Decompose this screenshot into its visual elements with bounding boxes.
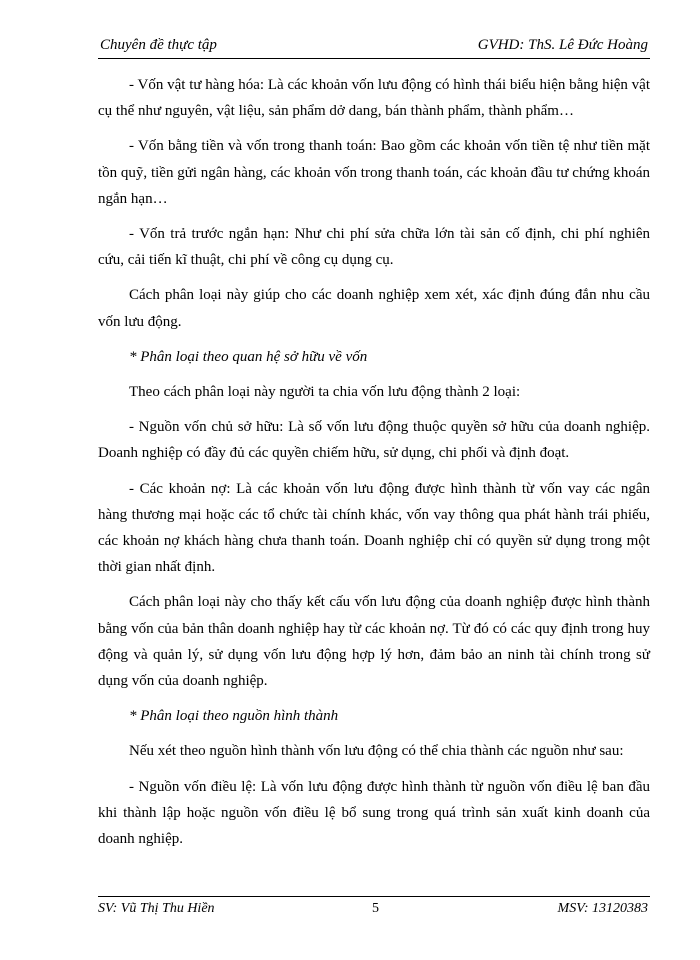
paragraph-ownership-summary: Cách phân loại này cho thấy kết cấu vốn lưu động của doanh nghiệp được hình thành bằng vốn của bản thân doanh nghiệp hay từ các khoản nợ. Từ đó có các quy định trong huy động và quản lý, sử dụng vốn lưu động hợp lý hơn, đảm bảo an ninh tài chính trong sử dụng vốn của doanh nghiệp. <box>98 594 650 690</box>
paragraph-charter-capital: - Nguồn vốn điều lệ: Là vốn lưu động được hình thành từ nguồn vốn điều lệ ban đầu khi thành lập hoặc nguồn vốn điều lệ bổ sung trong quá trình sản xuất kinh doanh của doanh nghiệp. <box>98 778 650 848</box>
heading-source-classification: * Phân loại theo nguồn hình thành <box>129 708 339 725</box>
footer-student-name: SV: Vũ Thị Thu Hiền <box>98 901 215 916</box>
header-supervisor: GVHD: ThS. Lê Đức Hoàng <box>477 37 648 53</box>
paragraph-working-capital-goods: - Vốn vật tư hàng hóa: Là các khoản vốn lưu động có hình thái biểu hiện bằng hiện vật cụ thể như nguyên, vật liệu, sản phẩm dở dang, bán thành phẩm, thành phẩm… <box>98 77 650 120</box>
page-number: 5 <box>372 901 379 916</box>
page-footer <box>98 896 650 919</box>
heading-ownership-classification: * Phân loại theo quan hệ sở hữu về vốn <box>129 348 368 365</box>
paragraph-source-intro: Nếu xét theo nguồn hình thành vốn lưu động có thể chia thành các nguồn như sau: <box>129 743 624 760</box>
paragraph-ownership-intro: Theo cách phân loại này người ta chia vốn lưu động thành 2 loại: <box>129 384 521 401</box>
footer-student-id: MSV: 13120383 <box>557 901 648 916</box>
paragraph-classification-summary: Cách phân loại này giúp cho các doanh nghiệp xem xét, xác định đúng đắn nhu cầu vốn lưu động. <box>98 287 650 330</box>
paragraph-liabilities: - Các khoản nợ: Là các khoản vốn lưu động được hình thành từ vốn vay các ngân hàng thương mại hoặc các tổ chức tài chính khác, vốn vay thông qua phát hành trái phiếu, các khoản nợ khách hàng chưa thanh toán. Doanh nghiệp chỉ có quyền sử dụng trong một thời gian nhất định. <box>98 480 650 576</box>
page-header <box>98 36 650 59</box>
paragraph-equity-capital: - Nguồn vốn chủ sở hữu: Là số vốn lưu động thuộc quyền sở hữu của doanh nghiệp. Doanh nghiệp có đầy đủ các quyền chiếm hữu, sử dụng, chi phối và định đoạt. <box>98 419 650 462</box>
header-course-title: Chuyên đề thực tập <box>100 37 217 53</box>
page-body <box>98 72 650 861</box>
paragraph-prepaid-capital: - Vốn trả trước ngắn hạn: Như chi phí sửa chữa lớn tài sản cố định, chi phí nghiên cứu, cải tiến kĩ thuật, chi phí về công cụ dụng cụ. <box>98 226 650 269</box>
paragraph-cash-capital: - Vốn bằng tiền và vốn trong thanh toán: Bao gồm các khoản vốn tiền tệ như tiền mặt tồn quỹ, tiền gửi ngân hàng, các khoản vốn trong thanh toán, các khoản đầu tư chứng khoán ngắn hạn… <box>98 138 650 207</box>
